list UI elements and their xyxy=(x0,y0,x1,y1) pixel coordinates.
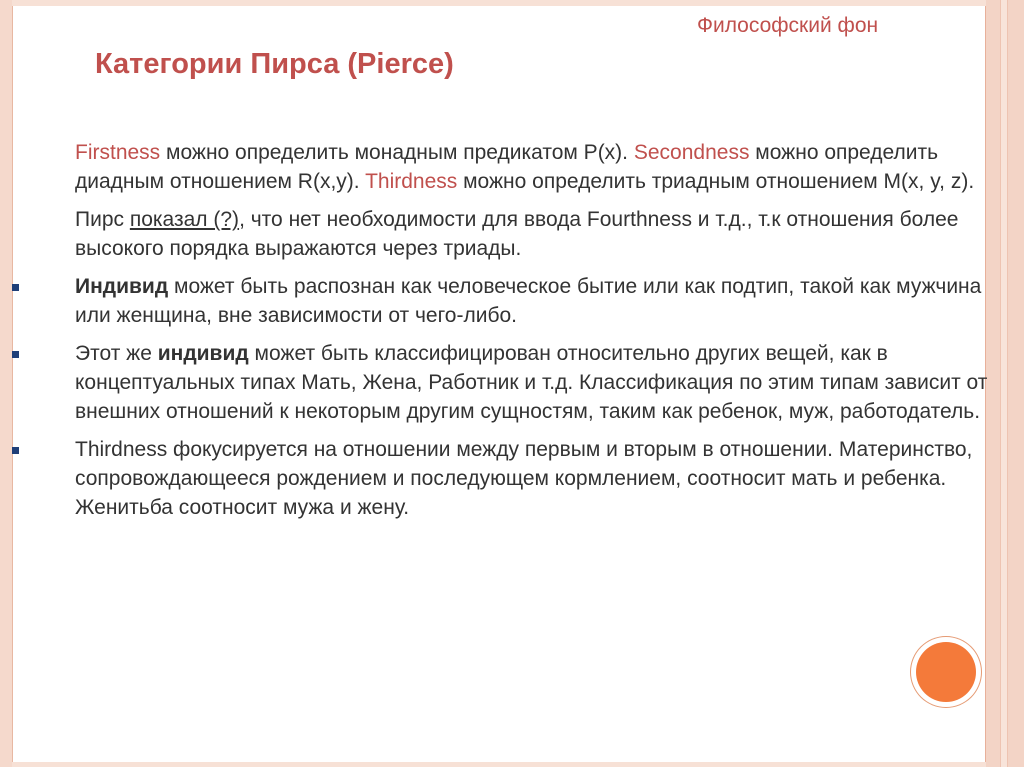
bullet3-text: Thirdness фокусируется на отношении между первым и вторым в отношении. Материнство, сопровождающееся рождением и последующем кормлением, соотносит мать и ребенка. Женитьба соотносит мужа и жену. xyxy=(75,438,973,519)
bullet-item-thirdness xyxy=(75,435,1000,522)
term-thirdness: Thirdness xyxy=(365,170,458,193)
bullet-item-classification xyxy=(75,339,1000,426)
shown-link[interactable]: показал (?) xyxy=(129,208,240,231)
slide-subtitle: Философский фон xyxy=(697,14,879,37)
right-border-stripe xyxy=(1000,0,1008,767)
para2-text-1: Пирс xyxy=(75,208,130,231)
top-border-decoration xyxy=(12,0,986,6)
square-bullet-icon xyxy=(12,447,19,454)
bullet1-bold: Индивид xyxy=(75,275,169,298)
bullet2-prefix: Этот же xyxy=(75,342,158,365)
bullet-item-individual xyxy=(75,272,1000,330)
orange-circle-decoration xyxy=(916,642,976,702)
para2-text-2: , что нет необходимости для ввода Fourthness и т.д., т.к отношения более высокого порядка выражаются через триады. xyxy=(75,208,959,260)
square-bullet-icon xyxy=(12,284,19,291)
left-border-decoration xyxy=(0,0,13,767)
square-bullet-icon xyxy=(12,351,19,358)
paragraph-firstness xyxy=(75,138,1000,196)
bullet2-text: может быть классифицирован относительно других вещей, как в концептуальных типах Мать, Жена, Работник и т.д. Классификация по этим типам зависит от внешних отношений к некоторым другим сущностям, таким как ребенок, муж, работодатель. xyxy=(75,342,988,423)
para1-text-2: можно определить диадным отношением R(x,y). xyxy=(75,141,939,193)
term-firstness: Firstness xyxy=(75,141,161,164)
slide-body xyxy=(75,138,1000,531)
bullet1-text: может быть распознан как человеческое бытие или как подтип, такой как мужчина или женщина, вне зависимости от чего-либо. xyxy=(75,275,982,327)
paragraph-pierce-shown xyxy=(75,205,1000,263)
bottom-border-decoration xyxy=(12,762,986,767)
para1-text-3: можно определить триадным отношением M(x, y, z). xyxy=(457,170,975,193)
bullet2-bold: индивид xyxy=(157,342,249,365)
slide-title: Категории Пирса (Pierce) xyxy=(95,48,454,80)
term-secondness: Secondness xyxy=(633,141,750,164)
para1-text-1: можно определить монадным предикатом P(x). xyxy=(160,141,634,164)
